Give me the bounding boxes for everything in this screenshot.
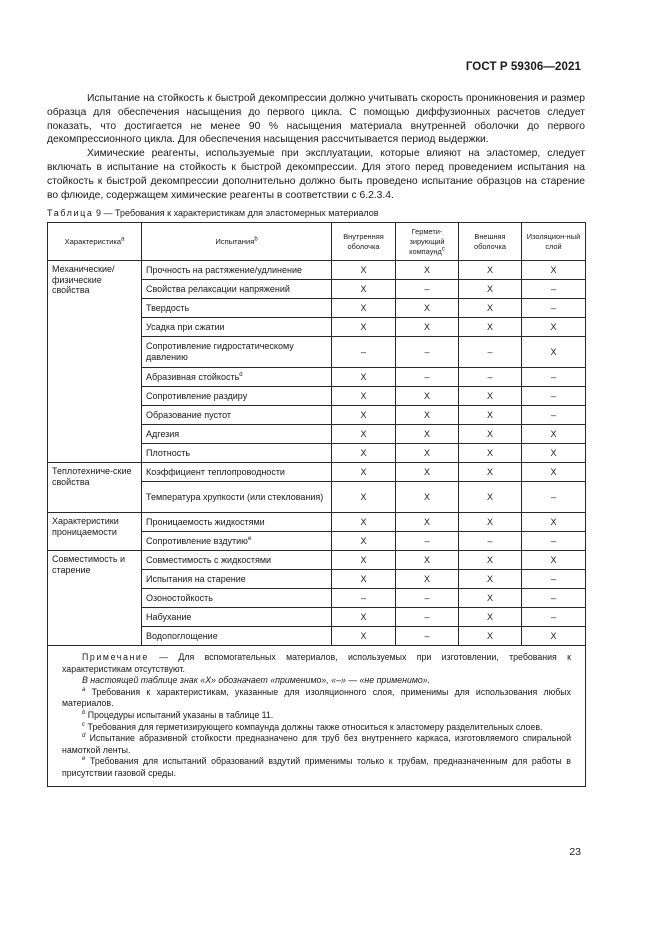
applicability-cell: X	[522, 425, 586, 444]
test-name: Прочность на растяжение/удлинение	[142, 261, 332, 280]
applicability-cell: –	[522, 368, 586, 387]
test-name: Совместимость с жидкостями	[142, 551, 332, 570]
table-row	[48, 463, 586, 482]
test-name: Сопротивление гидростатическому давлению	[142, 337, 332, 368]
applicability-cell: –	[396, 280, 459, 299]
table-row	[48, 513, 586, 532]
applicability-cell: –	[332, 589, 396, 608]
applicability-cell: X	[332, 532, 396, 551]
header-tests: Испытания$^b$	[142, 223, 332, 261]
applicability-cell: X	[396, 318, 459, 337]
note-label: Примечание	[82, 652, 149, 662]
applicability-cell: X	[332, 368, 396, 387]
applicability-cell: X	[459, 387, 522, 406]
table-note-row	[48, 646, 586, 787]
applicability-cell: –	[522, 387, 586, 406]
applicability-cell: X	[459, 627, 522, 646]
applicability-cell: X	[522, 444, 586, 463]
applicability-cell: X	[332, 444, 396, 463]
applicability-cell: –	[522, 608, 586, 627]
applicability-cell: X	[332, 387, 396, 406]
applicability-cell: X	[459, 261, 522, 280]
applicability-cell: –	[396, 589, 459, 608]
applicability-cell: –	[396, 532, 459, 551]
applicability-cell: X	[459, 463, 522, 482]
table-caption-title: — Требования к характеристикам для эластомерных материалов	[103, 208, 379, 218]
applicability-cell: –	[396, 627, 459, 646]
applicability-cell: –	[522, 299, 586, 318]
applicability-cell: X	[396, 570, 459, 589]
applicability-cell: X	[396, 387, 459, 406]
applicability-cell: –	[522, 532, 586, 551]
table-caption-number: 9	[96, 208, 102, 218]
applicability-cell: X	[332, 261, 396, 280]
document-id: ГОСТ Р 59306—2021	[465, 61, 581, 73]
header-inner-sheath: Внутренняя оболочка	[332, 223, 396, 261]
footnote-mark: a	[82, 686, 86, 693]
test-name: Испытания на старение	[142, 570, 332, 589]
applicability-cell: X	[459, 513, 522, 532]
note-legend: В настоящей таблице знак «X» обозначает «применимо», «–» — «не применимо».	[82, 675, 431, 686]
applicability-cell: X	[459, 425, 522, 444]
header-insulation-layer: Изоляцион-ный слой	[522, 223, 586, 261]
requirements-table	[47, 222, 586, 787]
applicability-cell: X	[522, 513, 586, 532]
table-body	[48, 261, 586, 646]
test-name: Абразивная стойкость$^d$	[142, 368, 332, 387]
applicability-cell: X	[396, 406, 459, 425]
applicability-cell: X	[396, 425, 459, 444]
header-outer-sheath: Внешняя оболочка	[459, 223, 522, 261]
applicability-cell: X	[396, 299, 459, 318]
applicability-cell: X	[396, 513, 459, 532]
applicability-cell: X	[332, 627, 396, 646]
applicability-cell: X	[459, 299, 522, 318]
footnote-text: Требования к характеристикам, указанные для изоляционного слоя, применимы для использования любых материалов.	[62, 686, 571, 709]
test-name: Образование пустот	[142, 406, 332, 425]
page-number: 23	[569, 846, 581, 858]
footnote-text: Испытание абразивной стойкости предназначено для труб без внутреннего каркаса, изготовляемого спиральной намоткой ленты.	[62, 733, 571, 755]
applicability-cell: –	[522, 482, 586, 513]
applicability-cell: X	[396, 463, 459, 482]
footnote-mark: c	[82, 721, 85, 728]
test-name: Усадка при сжатии	[142, 318, 332, 337]
applicability-cell: X	[396, 551, 459, 570]
test-name: Озоностойкость	[142, 589, 332, 608]
applicability-cell: X	[459, 589, 522, 608]
applicability-cell: X	[459, 570, 522, 589]
test-name: Коэффициент теплопроводности	[142, 463, 332, 482]
footnote-mark: e	[82, 756, 86, 763]
applicability-cell: –	[522, 570, 586, 589]
applicability-cell: X	[522, 261, 586, 280]
footnote-mark: d	[82, 733, 86, 740]
footnote-mark: d	[239, 371, 243, 378]
test-name: Набухание	[142, 608, 332, 627]
footnote-text: Процедуры испытаний указаны в таблице 11.	[87, 709, 274, 720]
test-name: Сопротивление раздиру	[142, 387, 332, 406]
test-name: Сопротивление вздутию$^e$	[142, 532, 332, 551]
applicability-cell: –	[396, 608, 459, 627]
applicability-cell: X	[396, 444, 459, 463]
paragraph: Химические реагенты, используемые при эксплуатации, которые влияют на эластомер, следует включать в испытание на стойкость к быстрой декомпрессии. Для этого перед проведением испытания на стойкость к быстрой декомпрессии дополнительно должно быть проведено испытание образцов на старение во флюиде, содержащем химические реагенты в соответствии с 6.2.3.4.	[47, 148, 585, 201]
characteristic-group: Совместимость и старение	[48, 551, 142, 646]
test-name: Температура хрупкости (или стеклования)	[142, 482, 332, 513]
body-text	[47, 92, 585, 202]
table-row	[48, 551, 586, 570]
applicability-cell: X	[396, 482, 459, 513]
applicability-cell: X	[332, 482, 396, 513]
applicability-cell: –	[459, 337, 522, 368]
table-header-row	[48, 223, 586, 261]
applicability-cell: X	[459, 444, 522, 463]
footnote-text: Требования для испытаний образований вздутий применимы только к трубам, предназначенным для работы в присутствии газовой среды.	[62, 756, 571, 778]
table-note	[48, 646, 586, 787]
applicability-cell: X	[522, 551, 586, 570]
applicability-cell: –	[459, 368, 522, 387]
applicability-cell: –	[522, 589, 586, 608]
note-main: — Для вспомогательных материалов, используемых при изготовлении, требования к характеристикам отсутствуют.	[62, 652, 571, 674]
footnote	[62, 722, 571, 734]
table-row	[48, 261, 586, 280]
applicability-cell: X	[332, 406, 396, 425]
applicability-cell: X	[459, 406, 522, 425]
applicability-cell: X	[332, 513, 396, 532]
footnotes	[62, 687, 571, 780]
applicability-cell: X	[332, 318, 396, 337]
footnote	[62, 687, 571, 710]
applicability-cell: X	[332, 551, 396, 570]
applicability-cell: X	[522, 627, 586, 646]
test-name: Проницаемость жидкостями	[142, 513, 332, 532]
applicability-cell: X	[332, 280, 396, 299]
footnote	[62, 756, 571, 779]
applicability-cell: X	[522, 337, 586, 368]
applicability-cell: –	[332, 337, 396, 368]
applicability-cell: X	[396, 261, 459, 280]
footnote-text: Требования для герметизирующего компаунда должны также относиться к эластомеру разделительных слоев.	[87, 721, 543, 732]
applicability-cell: X	[332, 570, 396, 589]
applicability-cell: X	[332, 299, 396, 318]
applicability-cell: X	[332, 425, 396, 444]
applicability-cell: X	[332, 608, 396, 627]
applicability-cell: X	[332, 463, 396, 482]
characteristic-group: Теплотехниче-ские свойства	[48, 463, 142, 513]
header-sealing-compound: Гермети-зирующий компаунд$^c$	[396, 223, 459, 261]
table-caption	[47, 207, 585, 219]
footnote	[62, 733, 571, 756]
applicability-cell: X	[459, 318, 522, 337]
applicability-cell: –	[396, 368, 459, 387]
test-name: Свойства релаксации напряжений	[142, 280, 332, 299]
applicability-cell: X	[459, 280, 522, 299]
applicability-cell: –	[396, 337, 459, 368]
characteristic-group: Характеристики проницаемости	[48, 513, 142, 551]
footnote	[62, 710, 571, 722]
footnote-mark: e	[247, 535, 252, 542]
header-characteristic: Характеристика$^a$	[48, 223, 142, 261]
applicability-cell: –	[522, 280, 586, 299]
applicability-cell: X	[459, 608, 522, 627]
test-name: Твердость	[142, 299, 332, 318]
characteristic-group: Механические/ физические свойства	[48, 261, 142, 463]
paragraph: Испытание на стойкость к быстрой декомпрессии должно учитывать скорость проникновения и размер образца для обеспечения насыщения до первого цикла. С помощью диффузионных расчетов следует показать, что достигается не менее 90 % насыщения материала внутренней оболочки до первого декомпрессионного цикла. Для обеспечения насыщения рассчитывается период выдержки.	[47, 93, 585, 146]
test-name: Плотность	[142, 444, 332, 463]
footnote-mark: b	[82, 710, 86, 717]
applicability-cell: –	[459, 532, 522, 551]
test-name: Адгезия	[142, 425, 332, 444]
test-name: Водопоглощение	[142, 627, 332, 646]
applicability-cell: –	[522, 406, 586, 425]
applicability-cell: X	[522, 318, 586, 337]
applicability-cell: X	[459, 482, 522, 513]
table-caption-label: Таблица	[47, 208, 94, 218]
applicability-cell: X	[522, 463, 586, 482]
applicability-cell: X	[459, 551, 522, 570]
